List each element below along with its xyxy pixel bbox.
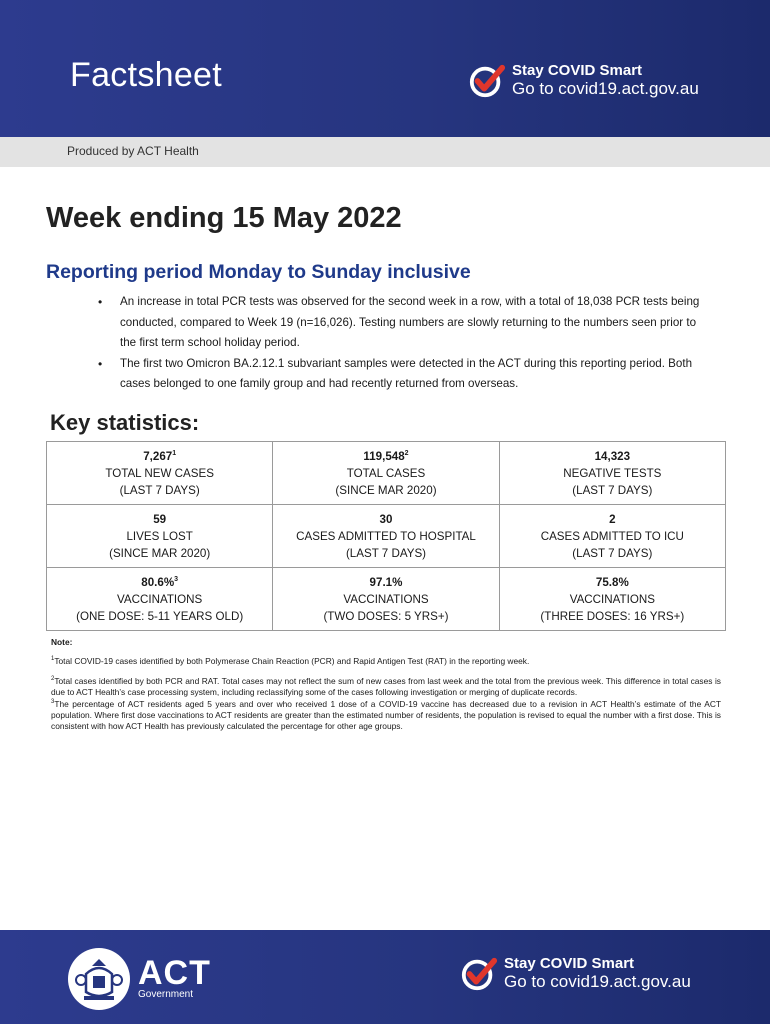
stat-sublabel: (ONE DOSE: 5-11 YEARS OLD): [76, 609, 244, 623]
footnote-ref: 2: [404, 449, 409, 457]
note-label: Note:: [51, 637, 73, 647]
stat-sublabel: (TWO DOSES: 5 YRS+): [323, 609, 449, 623]
stat-label: VACCINATIONS: [343, 592, 429, 606]
stat-cell-total-cases: [273, 442, 499, 505]
stat-label: CASES ADMITTED TO HOSPITAL: [296, 529, 476, 543]
table-row: [47, 568, 726, 631]
key-statistics-heading: Key statistics:: [50, 410, 200, 435]
stat-value: 119,548: [363, 449, 405, 463]
produced-by-label: Produced by ACT Health: [67, 144, 199, 158]
stat-value: 14,323: [594, 449, 631, 463]
brand-slogan: Stay COVID Smart: [504, 955, 635, 973]
summary-bullet-list: [96, 292, 706, 395]
brand-slogan: Stay COVID Smart: [512, 62, 643, 80]
stat-sublabel: (THREE DOSES: 16 YRS+): [540, 609, 685, 623]
footnote-text: Total COVID-19 cases identified by both Polymerase Chain Reaction (PCR) and Rapid Antigen Test (RAT) in the reporting week.: [54, 656, 530, 667]
stat-label: CASES ADMITTED TO ICU: [540, 529, 684, 543]
stat-cell-vaccination-three-doses: [499, 568, 725, 631]
stat-label: TOTAL CASES: [346, 466, 426, 480]
week-heading: Week ending 15 May 2022: [46, 202, 402, 234]
footnote-text: The percentage of ACT residents aged 5 years and over who received 1 dose of a COVID-19 vaccine has decreased due to a revision in ACT Health’s estimate of the ACT population. Where first dose vaccinations to ACT residents are greater than the estimated number of residents, the population is revised to equal the number with a first dose. This is consistent with how ACT Health has previously calculated the percentage for other age groups.: [51, 698, 721, 732]
stat-value: 80.6%: [141, 575, 175, 589]
footnote-number: 3: [51, 698, 55, 705]
stat-label: TOTAL NEW CASES: [105, 466, 214, 480]
stat-cell-vaccination-two-doses: [273, 568, 499, 631]
stay-covid-smart-brand-footer: [460, 955, 691, 993]
table-row: [47, 442, 726, 505]
summary-bullet: • An increase in total PCR tests was observed for the second week in a row, with a total of 18,038 PCR tests being conducted, compared to Week 19 (n=16,026). Testing numbers are slowly returning to the numbers seen prior to the first term school holiday period.: [96, 292, 706, 354]
stat-sublabel: (LAST 7 DAYS): [572, 546, 653, 560]
act-logo-text: ACT: [138, 954, 211, 992]
summary-bullet: • The first two Omicron BA.2.12.1 subvariant samples were detected in the ACT during this reporting period. Both cases belonged to one family group and had recently returned from overseas.: [96, 354, 706, 395]
check-circle-icon: [460, 955, 498, 993]
reporting-period-heading: Reporting period Monday to Sunday inclusive: [46, 261, 471, 283]
stat-value: 75.8%: [595, 575, 629, 589]
act-logo-subtext: Government: [138, 989, 194, 1000]
table-row: [47, 505, 726, 568]
act-government-logo: [66, 946, 211, 1012]
stat-value: 7,267: [143, 449, 173, 463]
footnote: [51, 676, 721, 699]
page-title: Factsheet: [70, 56, 222, 94]
stat-sublabel: (SINCE MAR 2020): [335, 483, 437, 497]
brand-url[interactable]: Go to covid19.act.gov.au: [504, 971, 691, 991]
stat-sublabel: (SINCE MAR 2020): [109, 546, 211, 560]
stat-value: 30: [379, 512, 393, 526]
footnote: [51, 699, 721, 733]
stat-cell-icu-admissions: [499, 505, 725, 568]
stat-cell-negative-tests: [499, 442, 725, 505]
brand-url[interactable]: Go to covid19.act.gov.au: [512, 78, 699, 98]
stat-sublabel: (LAST 7 DAYS): [345, 546, 427, 560]
footnotes: [51, 637, 721, 741]
act-crest-icon: [66, 946, 132, 1012]
footnote-text: Total cases identified by both PCR and RAT. Total cases may not reflect the sum of new cases from last week and the total from the previous week. This difference in total cases is due to ACT Health’s case processing system, including reclassifying some of the cases following investigation or merging of duplicate records.: [51, 675, 721, 698]
footnote: [51, 656, 721, 667]
stat-cell-vaccination-one-dose: [47, 568, 273, 631]
stat-value: 59: [153, 512, 167, 526]
stat-label: VACCINATIONS: [117, 592, 203, 606]
stat-sublabel: (LAST 7 DAYS): [119, 483, 200, 497]
stat-cell-hospital-admissions: [273, 505, 499, 568]
stat-value: 97.1%: [369, 575, 403, 589]
footnote-ref: 1: [172, 449, 177, 457]
stat-label: NEGATIVE TESTS: [563, 466, 662, 480]
stat-label: VACCINATIONS: [569, 592, 655, 606]
footnote-number: 1: [51, 656, 55, 663]
footnote-ref: 3: [174, 575, 179, 583]
stat-label: LIVES LOST: [126, 529, 193, 543]
stat-sublabel: (LAST 7 DAYS): [572, 483, 653, 497]
stat-cell-total-new-cases: [47, 442, 273, 505]
stay-covid-smart-brand-header: [468, 62, 699, 100]
footnote-number: 2: [51, 676, 55, 683]
stat-value: 2: [609, 512, 616, 526]
check-circle-icon: [468, 62, 506, 100]
stat-cell-lives-lost: [47, 505, 273, 568]
key-statistics-table: [46, 441, 726, 631]
